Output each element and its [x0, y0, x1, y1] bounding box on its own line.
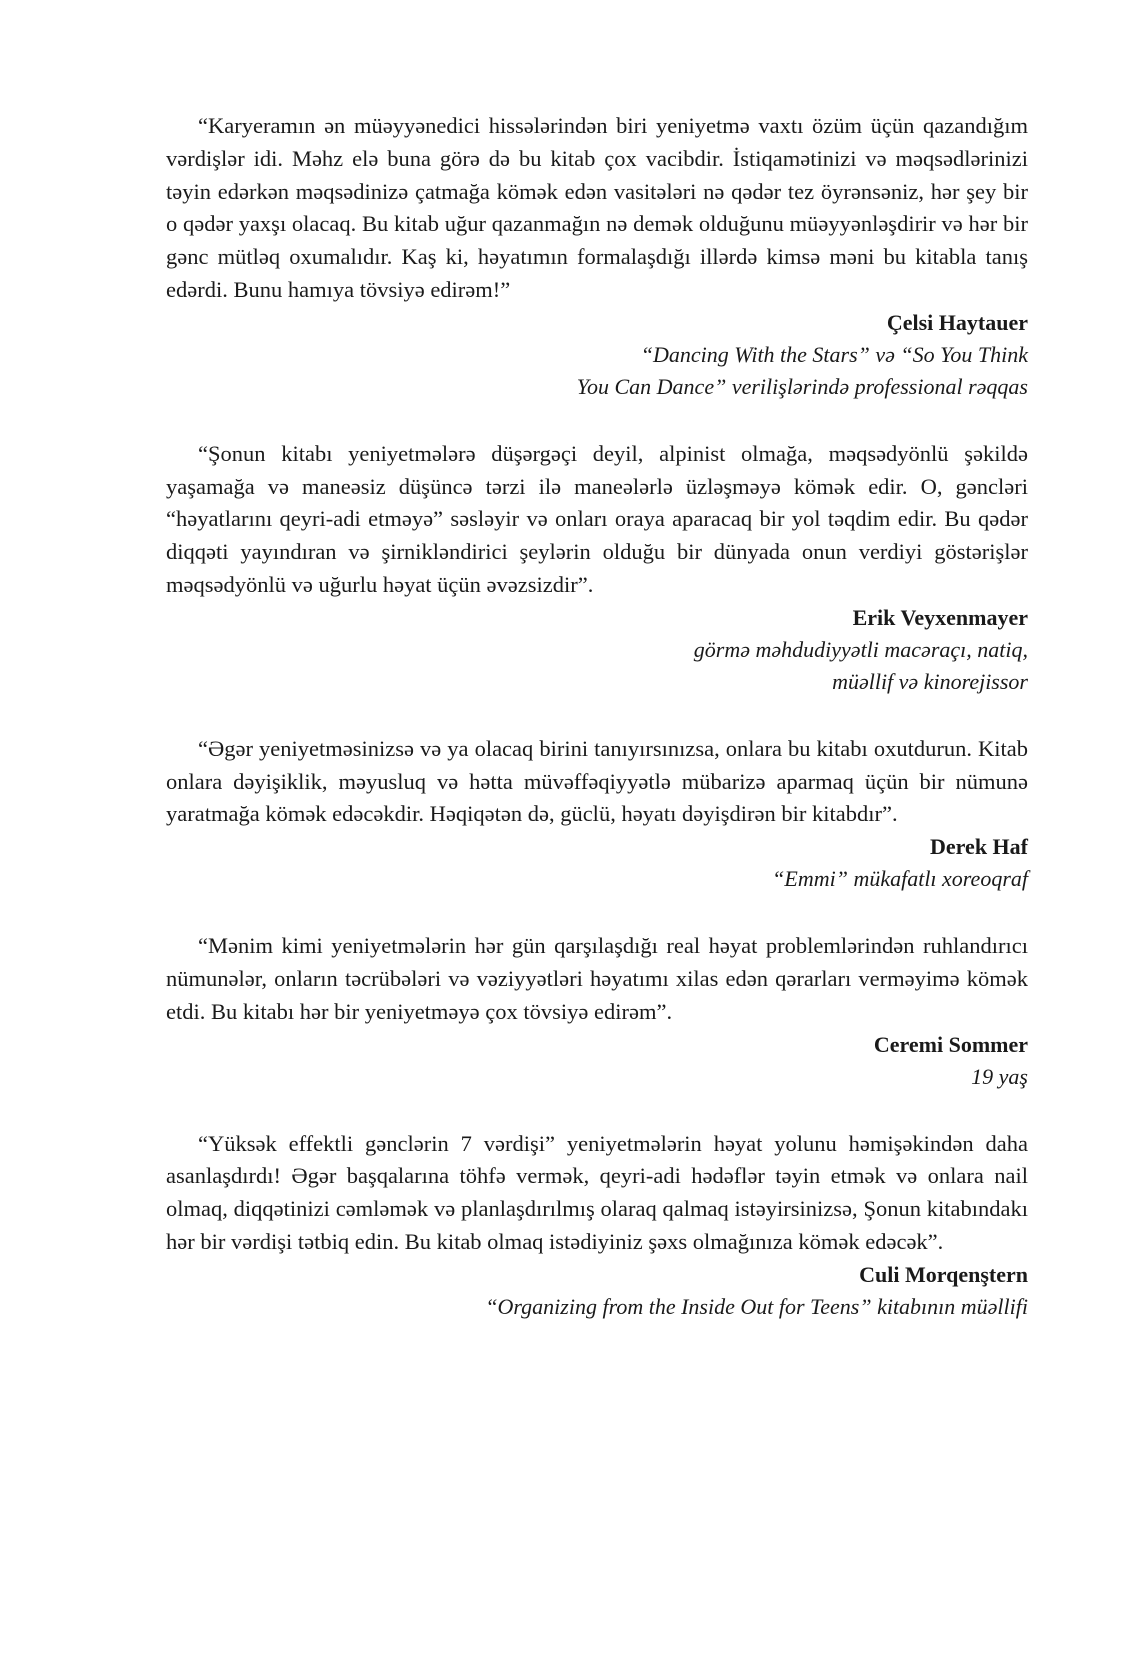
testimonial-4 [166, 930, 1028, 1092]
testimonial-2 [166, 438, 1028, 698]
testimonial-1 [166, 110, 1028, 403]
author-description-line: You Can Dance” verilişlərində professional rəqqas [576, 373, 1028, 399]
testimonial-quote: “Karyeramın ən müəyyənedici hissələrindən biri yeniyetmə vaxtı özüm üçün qazandığım vərdişlər idi. Məhz elə buna görə də bu kitab çox vacibdir. İstiqamətinizi və məqsədlərinizi təyin edərkən məqsədinizə çatmağa kömək edən vasitələri nə qədər tez öyrənsəniz, hər şey bir o qədər yaxşı olacaq. Bu kitab uğur qazanmağın nə demək olduğunu müəyyənləşdirir və hər bir gənc mütləq oxumalıdır. Kaş ki, həyatımın formalaşdığı illərdə kimsə məni bu kitabla tanış edərdi. Bunu hamıya tövsiyə edirəm!” [166, 113, 1028, 302]
author-description-line: “Organizing from the Inside Out for Teens” kitabının müəllifi [485, 1293, 1028, 1319]
testimonial-author: Ceremi Sommer [873, 1031, 1028, 1057]
testimonial-author: Derek Haf [930, 834, 1028, 860]
testimonial-author-description [166, 1291, 1028, 1323]
testimonial-quote: “Mənim kimi yeniyetmələrin hər gün qarşılaşdığı real həyat problemlərindən ruhlandırıcı nümunələr, onların təcrübələri və vəziyyətləri həyatımı xilas edən qərarları verməyimə kömək etdi. Bu kitabı hər bir yeniyetməyə çox tövsiyə edirəm”. [166, 933, 1028, 1024]
author-description-line: müəllif və kinorejissor [832, 668, 1028, 694]
testimonial-author: Culi Morqenştern [859, 1261, 1028, 1287]
testimonial-author-description [166, 863, 1028, 895]
testimonial-quote: “Yüksək effektli gənclərin 7 vərdişi” yeniyetmələrin həyat yolunu həmişəkindən daha asanlaşdırdı! Əgər başqalarına töhfə vermək, qeyri-adi hədəflər təyin etmək və onlara nail olmaq, diqqətinizi cəmləmək və planlaşdırılmış olaraq qalmaq istəyirsinizsə, Şonun kitabındakı hər bir vərdişi tətbiq edin. Bu kitab olmaq istədiyiniz şəxs olmağınıza kömək edəcək”. [166, 1130, 1028, 1254]
testimonials-column [166, 110, 1028, 1358]
testimonial-5 [166, 1128, 1028, 1323]
testimonial-author-description [166, 339, 1028, 403]
author-description-line: 19 yaş [971, 1063, 1028, 1089]
testimonial-quote: “Əgər yeniyetməsinizsə və ya olacaq birini tanıyırsınızsa, onlara bu kitabı oxutdurun. Kitab onlara dəyişiklik, məyusluq və hətta müvəffəqiyyətlə mübarizə aparmaq üçün bir nümunə yaratmağa kömək edəcəkdir. Həqiqətən də, güclü, həyatı dəyişdirən bir kitabdır”. [166, 735, 1028, 827]
testimonial-author: Çelsi Haytauer [886, 309, 1028, 335]
testimonial-author-description [166, 1061, 1028, 1093]
testimonial-quote: “Şonun kitabı yeniyetmələrə düşərgəçi deyil, alpinist olmağa, məqsədyönlü şəkildə yaşamağa və maneəsiz düşüncə tərzi ilə maneələrlə üzləşməyə kömək edir. O, gəncləri “həyatlarını qeyri-adi etməyə” səsləyir və onları oraya aparacaq bir yol təqdim edir. Bu qədər diqqəti yayındıran və şirnikləndirici şeylərin olduğu bir dünyada onun verdiyi göstərişlər məqsədyönlü və uğurlu həyat üçün əvəzsizdir”. [166, 440, 1028, 597]
author-description-line: “Dancing With the Stars” və “So You Think [640, 341, 1028, 367]
author-description-line: görmə məhdudiyyətli macəraçı, natiq, [693, 636, 1028, 662]
testimonial-3 [166, 733, 1028, 895]
testimonial-author: Erik Veyxenmayer [852, 604, 1028, 630]
author-description-line: “Emmi” mükafatlı xoreoqraf [772, 866, 1028, 892]
testimonial-author-description [166, 634, 1028, 698]
